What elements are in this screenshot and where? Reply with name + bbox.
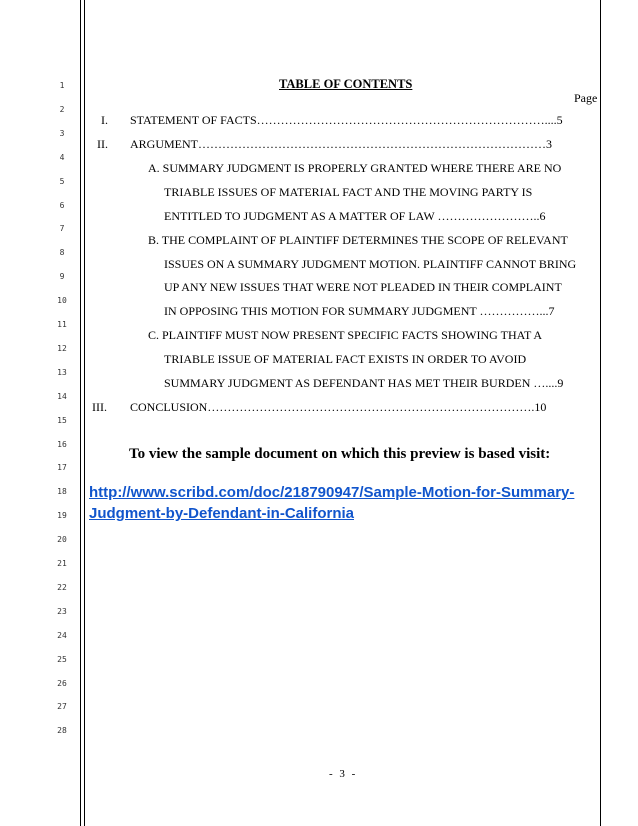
toc-entry-num: III.	[92, 400, 107, 414]
right-margin-rule	[600, 0, 601, 826]
line-number: 20	[57, 535, 67, 545]
line-number: 28	[57, 726, 67, 736]
line-number: 24	[57, 630, 67, 640]
line-number: 2	[59, 104, 65, 114]
toc-entry-text: STATEMENT OF FACTS………………………………………………………………....5	[130, 113, 563, 127]
toc-entry-num: I.	[101, 113, 108, 127]
line-number: 25	[57, 654, 67, 664]
toc-subentry-line: ENTITLED TO JUDGMENT AS A MATTER OF LAW ……………………..6	[164, 209, 546, 223]
page-number: - 3 -	[329, 768, 358, 780]
line-number: 3	[59, 128, 65, 138]
toc-subentry-line: A. SUMMARY JUDGMENT IS PROPERLY GRANTED WHERE THERE ARE NO	[148, 161, 562, 175]
line-number-column	[0, 0, 80, 826]
line-number: 15	[57, 415, 67, 425]
line-number: 1	[59, 81, 65, 90]
toc-entry-text: CONCLUSION……………………………………………………………………….10	[130, 400, 547, 414]
line-number: 14	[57, 391, 67, 401]
toc-subentry-line: IN OPPOSING THIS MOTION FOR SUMMARY JUDGMENT ……………...7	[164, 304, 555, 318]
left-margin-rule-outer	[80, 0, 81, 826]
line-number: 23	[57, 606, 67, 616]
line-number: 7	[59, 224, 65, 234]
toc-subentry-line: B. THE COMPLAINT OF PLAINTIFF DETERMINES THE SCOPE OF RELEVANT	[148, 233, 568, 247]
toc-subentry-line: C. PLAINTIFF MUST NOW PRESENT SPECIFIC FACTS SHOWING THAT A	[148, 328, 543, 342]
sample-document-link[interactable]: http://www.scribd.com/doc/218790947/Sample-Motion-for-Summary-Judgment-by-Defendant-in-California	[89, 484, 575, 522]
line-number: 4	[59, 152, 65, 162]
line-number: 19	[57, 511, 67, 521]
line-number: 6	[59, 200, 65, 210]
toc-subentry-line: ISSUES ON A SUMMARY JUDGMENT MOTION. PLAINTIFF CANNOT BRING	[164, 257, 577, 271]
line-number: 13	[57, 367, 67, 377]
line-number: 5	[59, 176, 65, 186]
line-number: 10	[57, 296, 67, 306]
toc-subentry-line: SUMMARY JUDGMENT AS DEFENDANT HAS MET THEIR BURDEN …....9	[164, 376, 564, 390]
line-number: 18	[57, 487, 67, 497]
line-number: 12	[57, 343, 67, 353]
preview-notice: To view the sample document on which this preview is based visit:	[129, 446, 551, 462]
line-number: 16	[57, 439, 67, 449]
line-number: 27	[57, 702, 67, 712]
page-column-header: Page	[574, 91, 598, 105]
line-number: 17	[57, 463, 67, 473]
toc-title: TABLE OF CONTENTS	[279, 77, 413, 91]
toc-subentry-line: TRIABLE ISSUE OF MATERIAL FACT EXISTS IN ORDER TO AVOID	[164, 352, 527, 366]
toc-subentry-line: UP ANY NEW ISSUES THAT WERE NOT PLEADED IN THEIR COMPLAINT	[164, 280, 562, 294]
line-number: 11	[57, 320, 67, 329]
left-margin-rule-inner	[84, 0, 85, 826]
line-number: 21	[57, 559, 67, 568]
toc-subentry-line: TRIABLE ISSUES OF MATERIAL FACT AND THE MOVING PARTY IS	[164, 185, 533, 199]
toc-entry-num: II.	[97, 137, 108, 151]
line-number: 8	[59, 248, 65, 258]
line-number: 9	[59, 272, 65, 282]
line-number: 26	[57, 678, 67, 688]
line-number: 22	[57, 582, 67, 592]
toc-entry-text: ARGUMENT……………………………………………………………………………3	[130, 137, 552, 151]
